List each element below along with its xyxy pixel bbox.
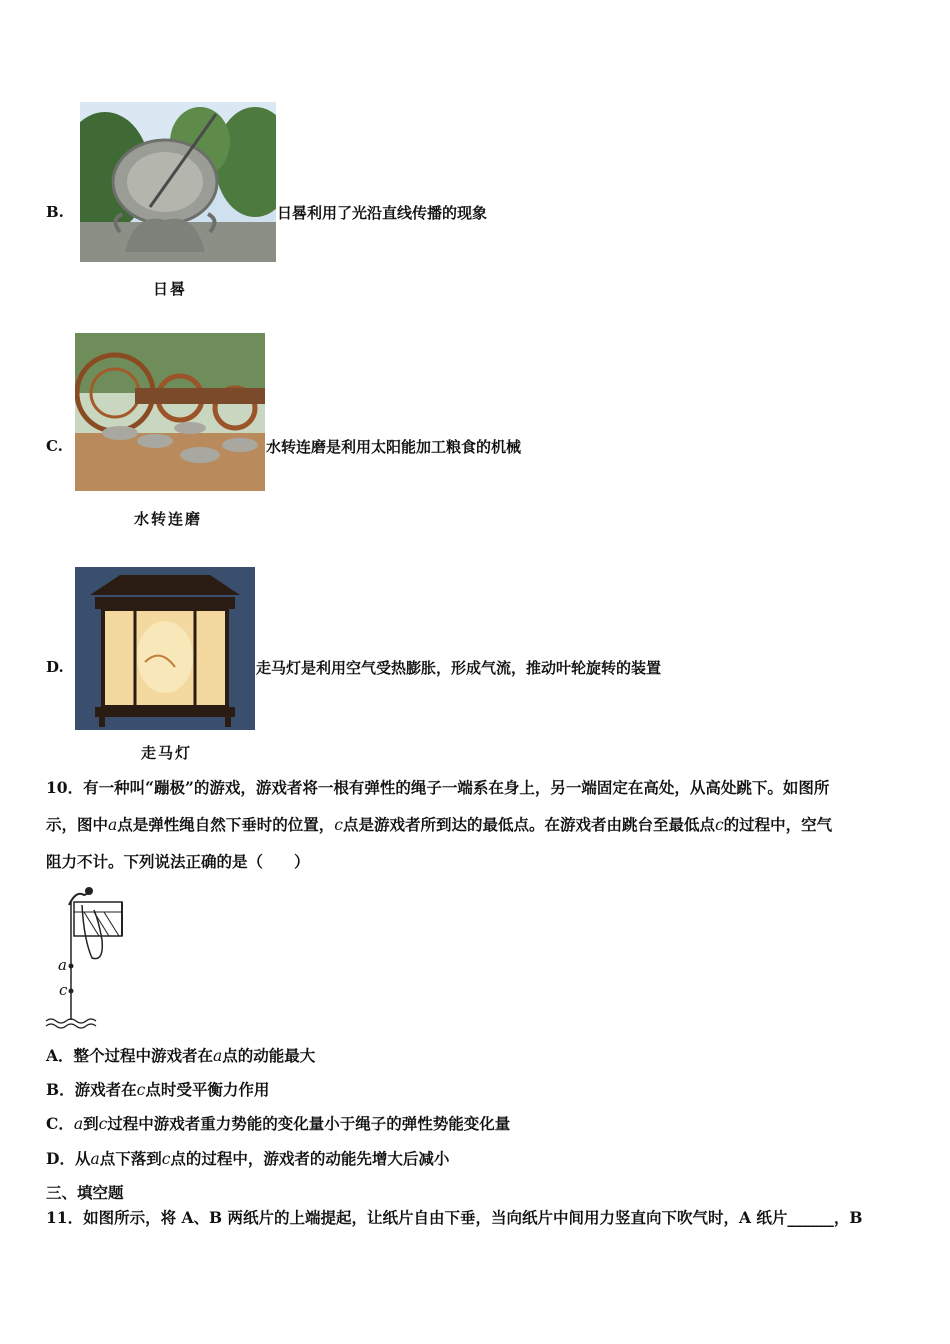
bungee-figure (44, 880, 129, 1030)
option-d-letter: D. (46, 658, 64, 676)
option-c-letter: C. (46, 437, 63, 455)
q10-line3: 阻力不计。下列说法正确的是（ ） (46, 852, 310, 871)
choice-b: B．游戏者在c点时受平衡力作用 (46, 1080, 270, 1099)
choice-d: D．从a点下落到c点的过程中，游戏者的动能先增大后减小 (46, 1149, 450, 1168)
sundial-photo (80, 102, 276, 262)
q11-line1: 11．如图所示，将 A、B 两纸片的上端提起，让纸片自由下垂，当向纸片中间用力竖直向下吹气时，A 纸片______，B (46, 1208, 863, 1227)
option-c-caption: 水转连磨 (134, 510, 203, 528)
lantern-photo (75, 567, 255, 730)
water-mill-photo (75, 333, 265, 491)
option-d-caption: 走马灯 (141, 744, 193, 762)
choice-c: C．a到c过程中游戏者重力势能的变化量小于绳子的弹性势能变化量 (46, 1114, 511, 1133)
option-d-text: 走马灯是利用空气受热膨胀，形成气流，推动叶轮旋转的装置 (256, 659, 662, 677)
choice-a: A．整个过程中游戏者在a点的动能最大 (46, 1046, 316, 1065)
q10-line1: 10．有一种叫“蹦极”的游戏，游戏者将一根有弹性的绳子一端系在身上，另一端固定在高处，从高处跳下。如图所 (46, 778, 830, 797)
figure-label-c: c (59, 981, 68, 999)
option-b-text: 日晷利用了光沿直线传播的现象 (277, 204, 488, 222)
option-c-text: 水转连磨是利用太阳能加工粮食的机械 (266, 438, 522, 456)
section-title: 三、填空题 (46, 1183, 124, 1202)
q10-line2: 示，图中a点是弹性绳自然下垂时的位置，c点是游戏者所到达的最低点。在游戏者由跳台至最低点c的过程中，空气 (46, 815, 833, 834)
option-b-letter: B. (46, 203, 64, 221)
figure-label-a: a (58, 956, 67, 974)
option-b-caption: 日晷 (153, 280, 188, 298)
